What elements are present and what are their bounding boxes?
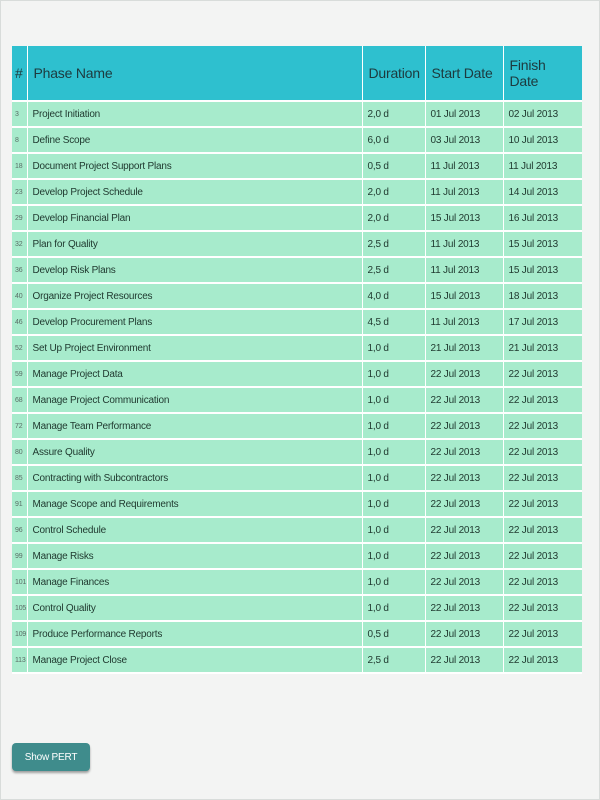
finish-date-cell: 02 Jul 2013: [503, 101, 582, 127]
phase-name-cell: Manage Project Communication: [27, 387, 362, 413]
row-number: 109: [12, 621, 27, 647]
row-number: 32: [12, 231, 27, 257]
row-number: 99: [12, 543, 27, 569]
header-row: [12, 46, 582, 101]
table-row[interactable]: [12, 595, 582, 621]
start-date-cell: 01 Jul 2013: [425, 101, 503, 127]
duration-cell: 1,0 d: [362, 569, 425, 595]
table-row[interactable]: [12, 205, 582, 231]
finish-date-cell: 10 Jul 2013: [503, 127, 582, 153]
finish-date-cell: 22 Jul 2013: [503, 361, 582, 387]
row-number: 91: [12, 491, 27, 517]
table-body: [12, 101, 582, 673]
table-row[interactable]: [12, 361, 582, 387]
table-row[interactable]: [12, 569, 582, 595]
finish-date-cell: 11 Jul 2013: [503, 153, 582, 179]
start-date-cell: 22 Jul 2013: [425, 647, 503, 673]
header-num[interactable]: #: [12, 46, 27, 101]
duration-cell: 1,0 d: [362, 361, 425, 387]
phase-name-cell: Manage Project Data: [27, 361, 362, 387]
phase-table: [12, 46, 582, 674]
table-row[interactable]: [12, 543, 582, 569]
start-date-cell: 22 Jul 2013: [425, 517, 503, 543]
row-number: 96: [12, 517, 27, 543]
finish-date-cell: 22 Jul 2013: [503, 595, 582, 621]
duration-cell: 4,0 d: [362, 283, 425, 309]
table-row[interactable]: [12, 257, 582, 283]
start-date-cell: 03 Jul 2013: [425, 127, 503, 153]
finish-date-cell: 22 Jul 2013: [503, 491, 582, 517]
finish-date-cell: 22 Jul 2013: [503, 465, 582, 491]
header-finish-date[interactable]: Finish Date: [503, 46, 582, 101]
finish-date-cell: 16 Jul 2013: [503, 205, 582, 231]
duration-cell: 6,0 d: [362, 127, 425, 153]
row-number: 101: [12, 569, 27, 595]
duration-cell: 1,0 d: [362, 595, 425, 621]
row-number: 80: [12, 439, 27, 465]
phase-name-cell: Organize Project Resources: [27, 283, 362, 309]
row-number: 105: [12, 595, 27, 621]
phase-name-cell: Develop Procurement Plans: [27, 309, 362, 335]
start-date-cell: 22 Jul 2013: [425, 491, 503, 517]
finish-date-cell: 22 Jul 2013: [503, 621, 582, 647]
row-number: 23: [12, 179, 27, 205]
table-row[interactable]: [12, 153, 582, 179]
table-row[interactable]: [12, 127, 582, 153]
table-row[interactable]: [12, 101, 582, 127]
header-duration[interactable]: Duration: [362, 46, 425, 101]
duration-cell: 1,0 d: [362, 491, 425, 517]
phase-name-cell: Set Up Project Environment: [27, 335, 362, 361]
header-phase-name[interactable]: Phase Name: [27, 46, 362, 101]
start-date-cell: 22 Jul 2013: [425, 361, 503, 387]
finish-date-cell: 14 Jul 2013: [503, 179, 582, 205]
duration-cell: 4,5 d: [362, 309, 425, 335]
finish-date-cell: 15 Jul 2013: [503, 231, 582, 257]
row-number: 52: [12, 335, 27, 361]
phase-name-cell: Develop Financial Plan: [27, 205, 362, 231]
row-number: 59: [12, 361, 27, 387]
table-row[interactable]: [12, 283, 582, 309]
start-date-cell: 11 Jul 2013: [425, 257, 503, 283]
phase-name-cell: Plan for Quality: [27, 231, 362, 257]
table-row[interactable]: [12, 621, 582, 647]
phase-table-container: [12, 46, 582, 674]
start-date-cell: 11 Jul 2013: [425, 153, 503, 179]
table-row[interactable]: [12, 309, 582, 335]
start-date-cell: 15 Jul 2013: [425, 205, 503, 231]
duration-cell: 2,5 d: [362, 257, 425, 283]
start-date-cell: 11 Jul 2013: [425, 179, 503, 205]
phase-name-cell: Manage Risks: [27, 543, 362, 569]
start-date-cell: 22 Jul 2013: [425, 543, 503, 569]
row-number: 8: [12, 127, 27, 153]
table-row[interactable]: [12, 231, 582, 257]
start-date-cell: 22 Jul 2013: [425, 621, 503, 647]
duration-cell: 1,0 d: [362, 335, 425, 361]
row-number: 29: [12, 205, 27, 231]
phase-name-cell: Assure Quality: [27, 439, 362, 465]
phase-name-cell: Define Scope: [27, 127, 362, 153]
table-row[interactable]: [12, 335, 582, 361]
table-row[interactable]: [12, 491, 582, 517]
start-date-cell: 22 Jul 2013: [425, 465, 503, 491]
phase-name-cell: Manage Project Close: [27, 647, 362, 673]
row-number: 46: [12, 309, 27, 335]
phase-name-cell: Develop Project Schedule: [27, 179, 362, 205]
finish-date-cell: 22 Jul 2013: [503, 569, 582, 595]
phase-name-cell: Manage Team Performance: [27, 413, 362, 439]
phase-name-cell: Manage Scope and Requirements: [27, 491, 362, 517]
duration-cell: 1,0 d: [362, 387, 425, 413]
finish-date-cell: 22 Jul 2013: [503, 439, 582, 465]
table-row[interactable]: [12, 439, 582, 465]
row-number: 18: [12, 153, 27, 179]
start-date-cell: 22 Jul 2013: [425, 387, 503, 413]
duration-cell: 2,5 d: [362, 231, 425, 257]
start-date-cell: 15 Jul 2013: [425, 283, 503, 309]
table-row[interactable]: [12, 179, 582, 205]
start-date-cell: 22 Jul 2013: [425, 595, 503, 621]
start-date-cell: 11 Jul 2013: [425, 309, 503, 335]
table-header: [12, 46, 582, 101]
phase-name-cell: Document Project Support Plans: [27, 153, 362, 179]
row-number: 113: [12, 647, 27, 673]
start-date-cell: 22 Jul 2013: [425, 569, 503, 595]
duration-cell: 2,5 d: [362, 647, 425, 673]
finish-date-cell: 15 Jul 2013: [503, 257, 582, 283]
finish-date-cell: 17 Jul 2013: [503, 309, 582, 335]
table-row[interactable]: [12, 413, 582, 439]
finish-date-cell: 22 Jul 2013: [503, 387, 582, 413]
duration-cell: 2,0 d: [362, 101, 425, 127]
table-row[interactable]: [12, 517, 582, 543]
row-number: 72: [12, 413, 27, 439]
table-row[interactable]: [12, 387, 582, 413]
row-number: 40: [12, 283, 27, 309]
duration-cell: 2,0 d: [362, 205, 425, 231]
phase-name-cell: Control Schedule: [27, 517, 362, 543]
duration-cell: 2,0 d: [362, 179, 425, 205]
duration-cell: 1,0 d: [362, 413, 425, 439]
duration-cell: 0,5 d: [362, 153, 425, 179]
phase-name-cell: Control Quality: [27, 595, 362, 621]
start-date-cell: 22 Jul 2013: [425, 439, 503, 465]
row-number: 68: [12, 387, 27, 413]
phase-name-cell: Project Initiation: [27, 101, 362, 127]
row-number: 36: [12, 257, 27, 283]
duration-cell: 1,0 d: [362, 517, 425, 543]
start-date-cell: 11 Jul 2013: [425, 231, 503, 257]
row-number: 85: [12, 465, 27, 491]
duration-cell: 0,5 d: [362, 621, 425, 647]
header-start-date[interactable]: Start Date: [425, 46, 503, 101]
finish-date-cell: 22 Jul 2013: [503, 647, 582, 673]
table-row[interactable]: [12, 647, 582, 673]
phase-name-cell: Produce Performance Reports: [27, 621, 362, 647]
duration-cell: 1,0 d: [362, 439, 425, 465]
finish-date-cell: 22 Jul 2013: [503, 543, 582, 569]
finish-date-cell: 22 Jul 2013: [503, 517, 582, 543]
duration-cell: 1,0 d: [362, 543, 425, 569]
phase-name-cell: Manage Finances: [27, 569, 362, 595]
start-date-cell: 21 Jul 2013: [425, 335, 503, 361]
table-row[interactable]: [12, 465, 582, 491]
start-date-cell: 22 Jul 2013: [425, 413, 503, 439]
show-pert-button[interactable]: Show PERT: [12, 743, 90, 771]
finish-date-cell: 18 Jul 2013: [503, 283, 582, 309]
finish-date-cell: 21 Jul 2013: [503, 335, 582, 361]
finish-date-cell: 22 Jul 2013: [503, 413, 582, 439]
phase-name-cell: Develop Risk Plans: [27, 257, 362, 283]
row-number: 3: [12, 101, 27, 127]
phase-name-cell: Contracting with Subcontractors: [27, 465, 362, 491]
duration-cell: 1,0 d: [362, 465, 425, 491]
